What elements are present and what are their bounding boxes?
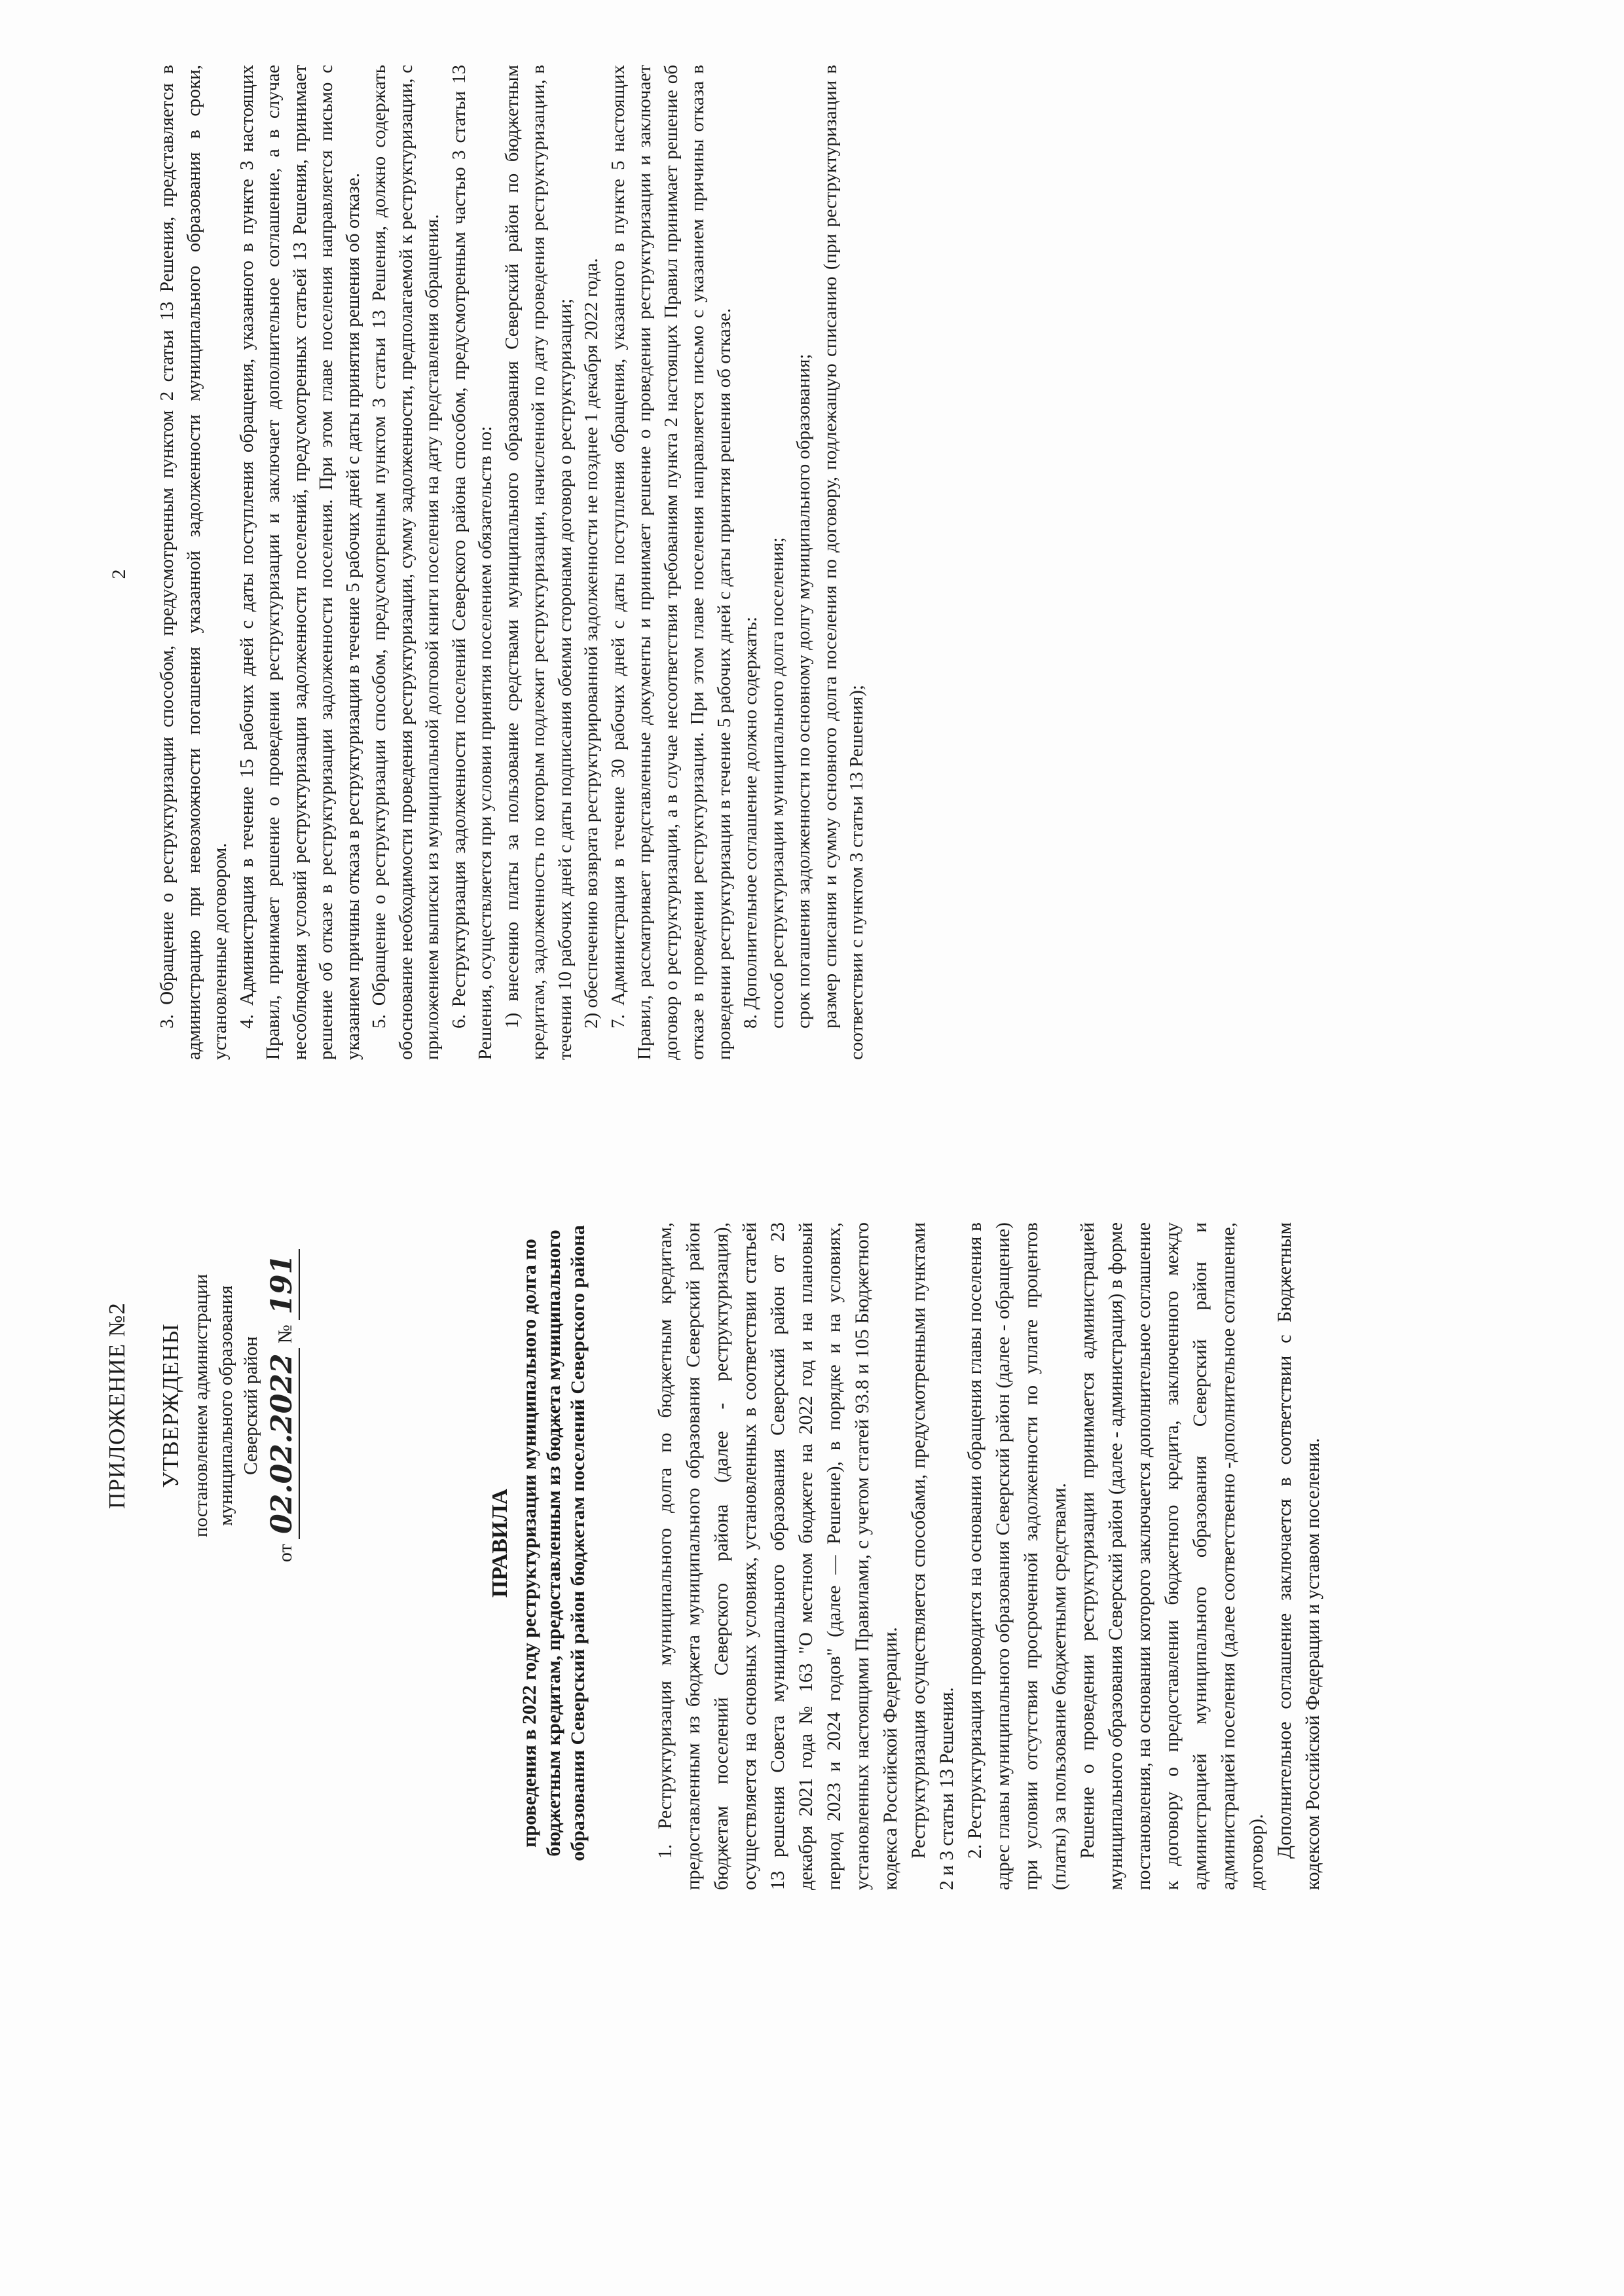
paragraph: 1) внесению платы за пользование средствами муниципального образования Северский район по бюджетным кредитам, задолженность по которым подлежит реструктуризации, начисленной по дату проведения реструктуризации, в течении 10 рабочих дней с даты подписания обеими сторонами договора о реструктуризации; [501,65,576,1060]
right-body-text [154,65,870,1060]
left-body-text [652,1222,1327,1890]
approval-line-1: постановлением администрации [191,1273,212,1538]
handwritten-number: 191 [265,1249,300,1320]
paragraph: 2. Реструктуризация проводится на основании обращения главы поселения в адрес главы муниципального образования Северский район (далее - обращение) при условии отсутствия просроченной задолженности по уплате процентов (платы) за пользование бюджетными средствами. [965,1222,1070,1890]
paragraph: 3. Обращение о реструктуризации способом, предусмотренным пунктом 2 статьи 13 Решения, представляется в администрацию при невозможности погашения указанной задолженности муниципального образования в сроки, установленные договором. [157,65,231,1060]
number-prefix: № [274,1324,296,1343]
appendix-label: ПРИЛОЖЕНИЕ №2 [104,1302,130,1509]
paragraph: способ реструктуризации муниципального долга поселения; [766,537,788,1029]
approval-line-2: муниципального образования [215,1285,236,1526]
page-number: 2 [108,569,130,579]
approval-date-line [265,1222,299,1589]
paragraph: срок погашения задолженности по основному долгу муниципального образования; [793,354,814,1029]
paragraph: 8. Дополнительное соглашение должно содержать: [740,616,761,1029]
approval-block [105,1222,298,1589]
paragraph: 7. Администрация в течение 30 рабочих дней с даты поступления обращения, указанного в пункте 5 настоящих Правил, рассматривает представленные документы и принимает решение о проведении реструктуризации и заключает договор о реструктуризации, а в случае несоответствия требованиям пункта 2 настоящих Правил принимает решение об отказе в проведении реструктуризации. При этом главе поселения направляется письмо с указанием причины отказа в проведении реструктуризации в течение 5 рабочих дней с даты принятия решения об отказе. [607,65,735,1060]
approved-label: УТВЕРЖДЕНЫ [158,1323,183,1488]
paragraph: Реструктуризация осуществляется способами, предусмотренными пунктами 2 и 3 статьи 13 Решения. [908,1222,957,1890]
paragraph: Решение о проведении реструктуризации принимается администрацией муниципального образования Северский район (далее - администрация) в форме постановления, на основании которого заключается дополнительное соглашение к договору о предоставлении бюджетного кредита, заключенного между администрацией муниципального образования Северский район и администрацией поселения (далее соответственно -дополнительное соглашение, договор). [1077,1222,1267,1890]
paragraph: 5. Обращение о реструктуризации способом, предусмотренным пунктом 3 статьи 13 Решения, должно содержать обоснование необходимости проведения реструктуризации, сумму задолженности, предполагаемой к реструктуризации, с приложением выписки из муниципальной долговой книги поселения на дату представления обращения. [369,65,443,1060]
document-title [488,1222,590,1864]
paragraph: размер списания и сумму основного долга поселения по договору, подлежащую списанию (при реструктуризации в соответствии с пунктом 3 статьи 13 Решения); [819,65,867,1060]
title-subtitle: проведения в 2022 году реструктуризации муниципального долга по бюджетным кредитам, предоставленным из бюджета муниципального образования Северский район бюджетам поселений Северского района [519,1225,589,1861]
paragraph: Дополнительное соглашение заключается в соответствии с Бюджетным кодексом Российской Федерации и уставом поселения. [1274,1222,1323,1890]
handwritten-date: 02.02.2022 [265,1348,300,1539]
title-main: ПРАВИЛА [488,1488,512,1598]
page-1 [0,1148,1624,2296]
paragraph: 2) обеспечению возврата реструктурированной задолженности не позднее 1 декабря 2022 года. [581,258,602,1029]
paragraph: 6. Реструктуризация задолженности поселений Северского района способом, предусмотренным частью 3 статьи 13 Решения, осуществляется при условии принятия поселением обязательств по: [448,65,496,1060]
approval-line-3: Северский район [240,1336,261,1475]
date-prefix: от [274,1544,296,1563]
paragraph: 4. Администрация в течение 15 рабочих дней с даты поступления обращения, указанного в пункте 3 настоящих Правил, принимает решение о проведении реструктуризации и заключает дополнительное соглашение, а в случае несоблюдения условий реструктуризации задолженности поселений, предусмотренных статьей 13 Решения, принимает решение об отказе в реструктуризации задолженности поселения. При этом главе поселения направляется письмо с указанием причины отказа в реструктуризации в течение 5 рабочих дней с даты принятия решения об отказе. [236,65,363,1060]
paragraph: 1. Реструктуризация муниципального долга по бюджетным кредитам, предоставленным из бюджета муниципального образования Северский район бюджетам поселений Северского района (далее - реструктуризация), осуществляется на основных условиях, установленных в соответствии статьей 13 решения Совета муниципального образования Северский район от 23 декабря 2021 года № 163 "О местном бюджете на 2022 год и на плановый период 2023 и 2024 годов" (далее — Решение), в порядке и на условиях, установленных настоящими Правилами, с учетом статей 93.8 и 105 Бюджетного кодекса Российской Федерации. [655,1222,901,1890]
